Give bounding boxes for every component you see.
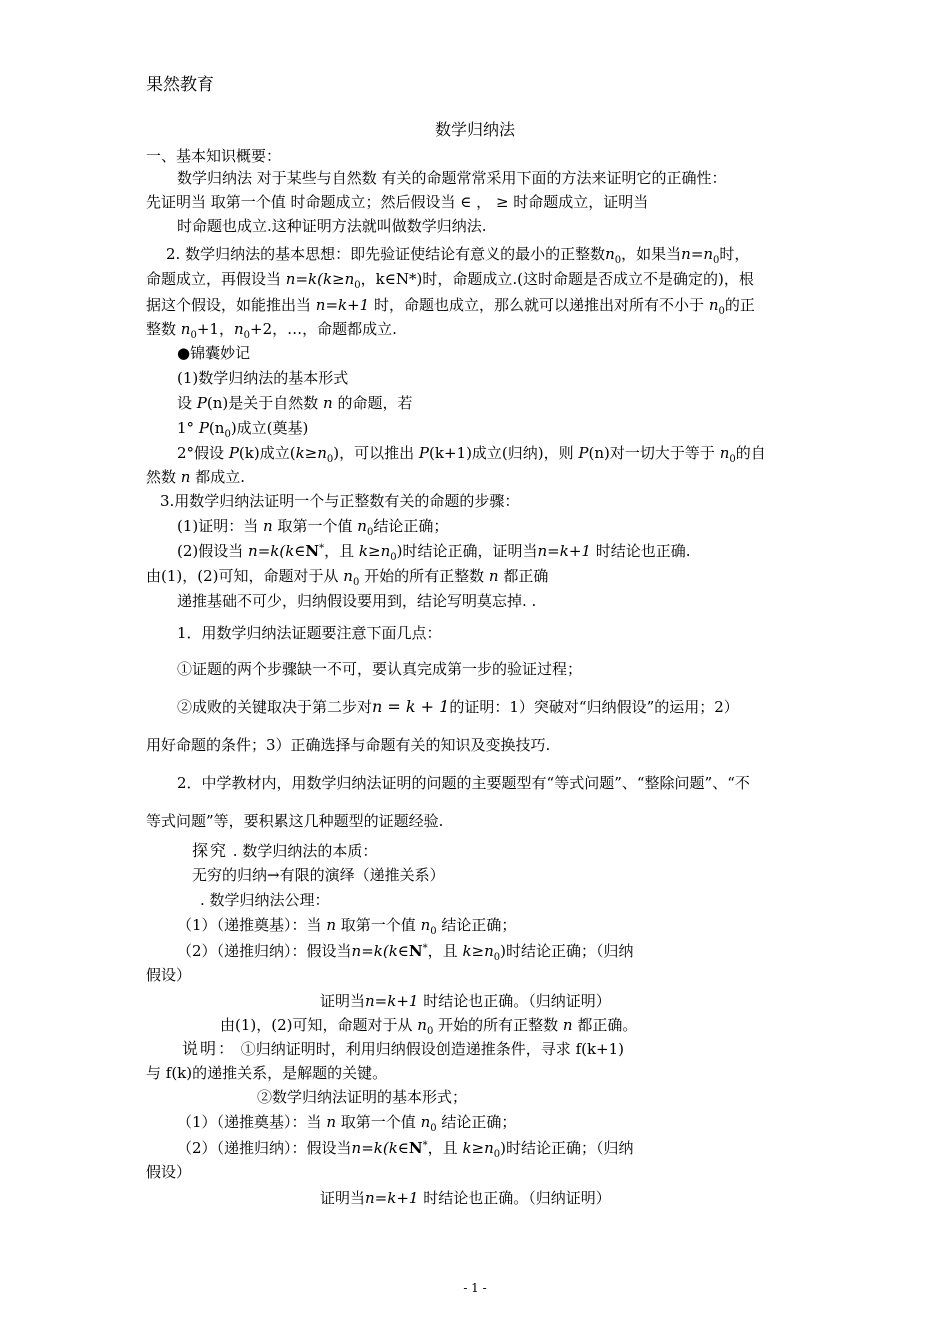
paragraph-line: ②数学归纳法证明的基本形式； <box>257 1088 468 1106</box>
paragraph-line: 2．中学教材内，用数学归纳法证明的问题的主要题型有“等式问题”、“整除问题”、“不 <box>177 774 750 792</box>
header-brand: 果然教育 <box>146 75 214 95</box>
paragraph-line: 探究 . 数学归纳法的本质： <box>192 841 378 860</box>
section-heading: 3.用数学归纳法证明一个与正整数有关的命题的步骤： <box>160 492 520 510</box>
paragraph-line: 然数 n 都成立. <box>146 468 246 486</box>
paragraph-line: 用好命题的条件；3）正确选择与命题有关的知识及变换技巧. <box>146 736 551 754</box>
paragraph-line: 说明： ①归纳证明时，利用归纳假设创造递推条件，寻求 f(k+1) <box>182 1039 625 1058</box>
paragraph-line: 数学归纳法 对于某些与自然数 有关的命题常常采用下面的方法来证明它的正确性： <box>177 169 727 187</box>
paragraph-line: （2）（递推归纳）：假设当n=k(k∈N*，且 $k\ge n_0$)时结论正确；（归纳 <box>177 942 634 963</box>
paragraph-line: 先证明当 取第一个值 时命题成立；然后假设当 ∈ ， ≥ 时命题成立，证明当 <box>146 193 649 211</box>
paragraph-line: 整数 $n_0+1$，$n_0+2$，…，命题都成立. <box>146 320 397 341</box>
paragraph-line: 假设） <box>146 1163 192 1181</box>
paragraph-line: 假设） <box>146 966 192 984</box>
tip-heading: ●锦囊妙记 <box>177 344 251 362</box>
paragraph-line: 1．用数学归纳法证题要注意下面几点： <box>177 624 442 642</box>
paragraph-line: 命题成立，再假设当 $n=k(k\ge n_0$，k∈N*)时，命题成立.(这时命题是否成立不是确定的)，根 <box>146 270 754 291</box>
paragraph-line: (1)证明：当 n 取第一个值 $n_0$结论正确； <box>177 517 449 538</box>
paragraph-line: 1° $P(n_0)$成立(奠基) <box>177 419 309 440</box>
paragraph-line: 2. 数学归纳法的基本思想：即先验证使结论有意义的最小的正整数$n_0$，如果当$n=n_0$时， <box>166 245 750 266</box>
paragraph-line: （1）（递推奠基）：当 n 取第一个值 $n_0$ 结论正确； <box>177 916 517 937</box>
paragraph-line: 等式问题”等，要积累这几种题型的证题经验. <box>146 812 444 830</box>
paragraph-line: . 数学归纳法公理： <box>200 891 330 909</box>
paragraph-line: ①证题的两个步骤缺一不可，要认真完成第一步的验证过程； <box>177 660 583 678</box>
paragraph-line: 由(1)，(2)可知，命题对于从 $n_0$ 开始的所有正整数 n 都正确 <box>146 567 549 588</box>
paragraph-line: 与 f(k)的递推关系，是解题的关键。 <box>146 1064 388 1082</box>
paragraph-line: （1）（递推奠基）：当 n 取第一个值 $n_0$ 结论正确； <box>177 1113 517 1134</box>
paragraph-line: 递推基础不可少，归纳假设要用到，结论写明莫忘掉. . <box>177 592 537 610</box>
paragraph-line: 证明当n=k+1 时结论也正确。（归纳证明） <box>320 992 611 1010</box>
page-title: 数学归纳法 <box>434 120 515 139</box>
paragraph-line: 由(1)，(2)可知，命题对于从 $n_0$ 开始的所有正整数 n 都正确。 <box>220 1016 638 1037</box>
paragraph-line: 时命题也成立.这种证明方法就叫做数学归纳法. <box>177 217 487 235</box>
paragraph-line: 无穷的归纳→有限的演绎（递推关系） <box>192 866 445 884</box>
section-heading: 一、基本知识概要： <box>146 147 282 165</box>
paragraph-line: （2）（递推归纳）：假设当n=k(k∈N*，且 $k\ge n_0$)时结论正确；（归纳 <box>177 1139 634 1160</box>
paragraph-line: 证明当n=k+1 时结论也正确。（归纳证明） <box>320 1189 611 1207</box>
paragraph-line: 设 P(n)是关于自然数 n 的命题，若 <box>177 394 413 412</box>
paragraph-line: ②成败的关键取决于第二步对n = k + 1的证明：1）突破对“归纳假设”的运用；2） <box>177 697 739 716</box>
paragraph-line: 2°假设 P(k)成立$(k\ge n_0)$，可以推出 P(k+1)成立(归纳)，则 P(n)对一切大于等于 $n_0$的自 <box>177 444 766 465</box>
paragraph-line: 据这个假设，如能推出当 n=k+1 时，命题也成立，那么就可以递推出对所有不小于 $n_0$的正 <box>146 296 755 317</box>
paragraph-line: (1)数学归纳法的基本形式 <box>177 369 349 387</box>
page-number: - 1 - <box>463 1281 487 1295</box>
paragraph-line: (2)假设当 n=k(k∈N*，且 $k\ge n_0$)时结论正确，证明当n=k+1 时结论也正确. <box>177 542 691 563</box>
